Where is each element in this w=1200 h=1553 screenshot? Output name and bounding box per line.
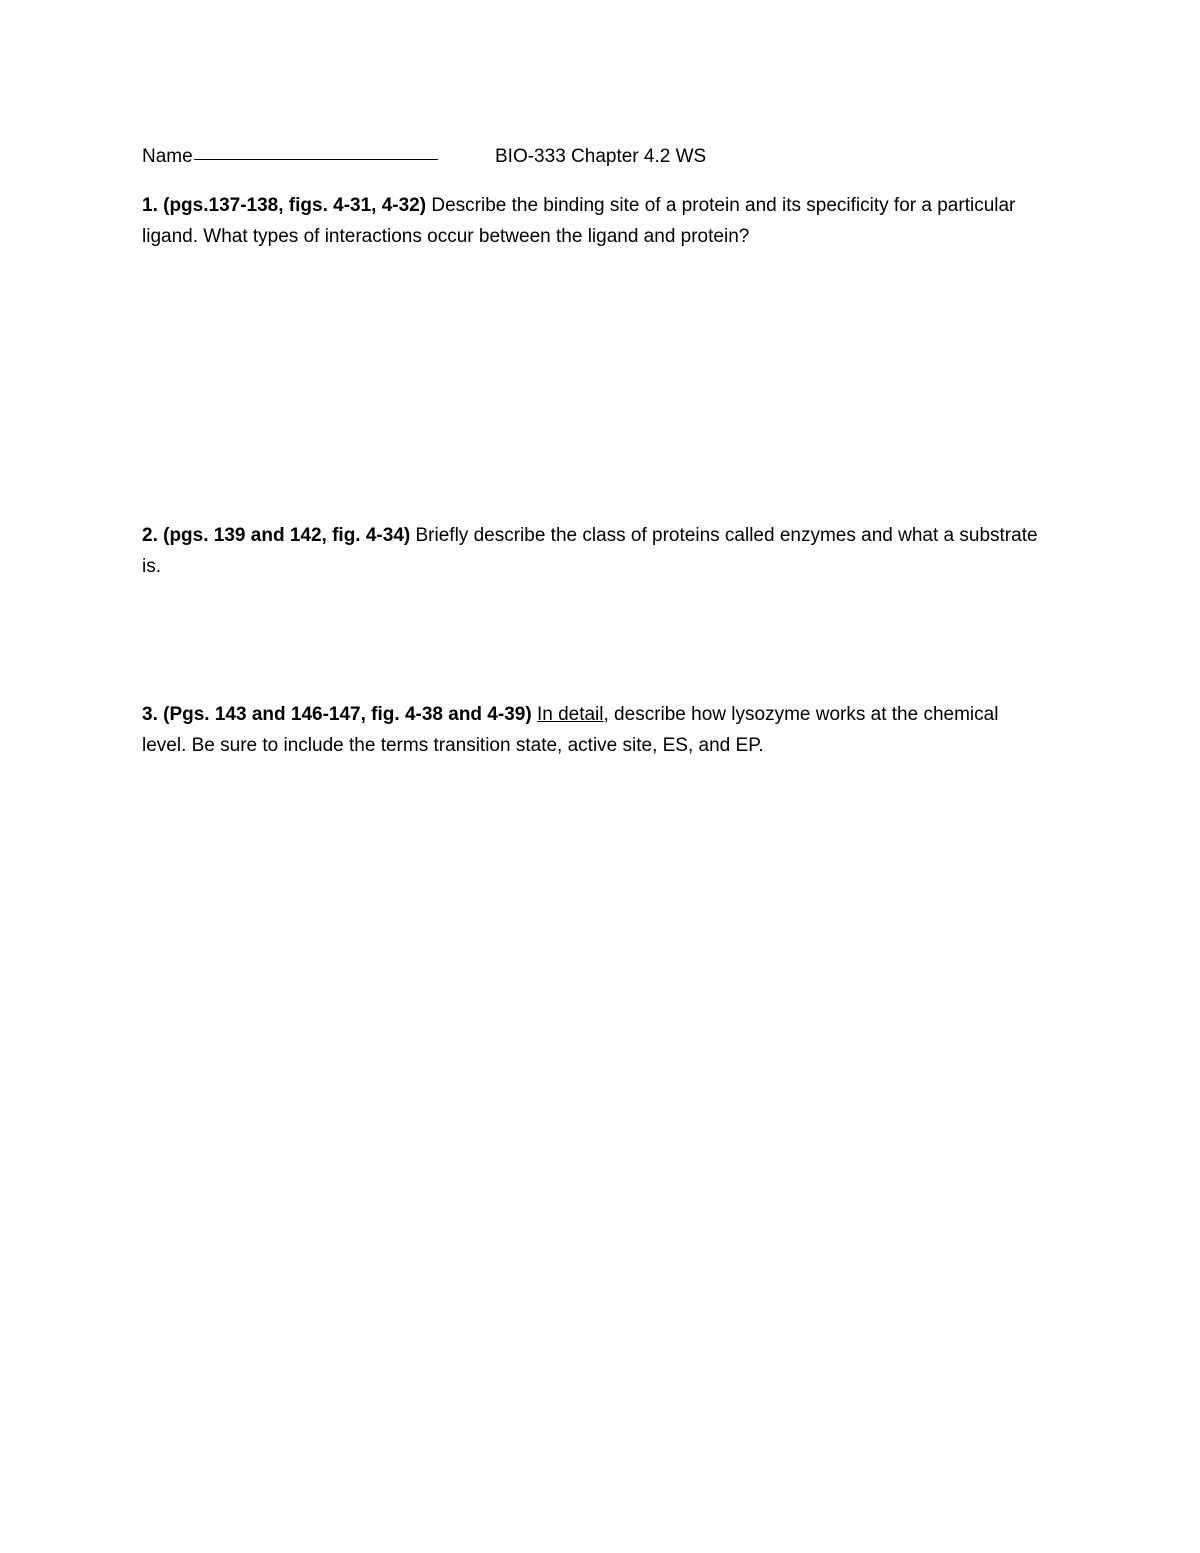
worksheet-header — [142, 142, 1062, 172]
question-1-line-2 — [142, 222, 1062, 252]
question-2-line-1 — [142, 521, 1062, 551]
question-3-text-part-1: , describe how lysozyme works at the chemical — [603, 704, 999, 725]
question-3-line-1 — [142, 700, 1062, 730]
question-2-text-part-2: is. — [142, 556, 161, 577]
question-1-line-1 — [142, 191, 1062, 221]
question-1-reference: 1. (pgs.137-138, figs. 4-31, 4-32) — [142, 195, 427, 216]
question-1-text-part-2: ligand. What types of interactions occur between the ligand and protein? — [142, 226, 750, 247]
question-2-line-2 — [142, 552, 1062, 582]
name-blank-line — [194, 158, 438, 160]
question-3-reference: 3. (Pgs. 143 and 146-147, fig. 4-38 and 4-39) — [142, 704, 532, 725]
question-2-text-part-1: Briefly describe the class of proteins called enzymes and what a substrate — [410, 525, 1038, 546]
question-3-text-part-2: level. Be sure to include the terms transition state, active site, ES, and EP. — [142, 735, 764, 756]
question-1-text-part-1: Describe the binding site of a protein and its specificity for a particular — [426, 195, 1016, 216]
course-title: BIO-333 Chapter 4.2 WS — [495, 146, 707, 167]
question-3-line-2 — [142, 731, 1062, 761]
name-label: Name — [142, 146, 193, 167]
question-3-emphasis: In detail — [536, 704, 604, 725]
question-2-reference: 2. (pgs. 139 and 142, fig. 4-34) — [142, 525, 411, 546]
